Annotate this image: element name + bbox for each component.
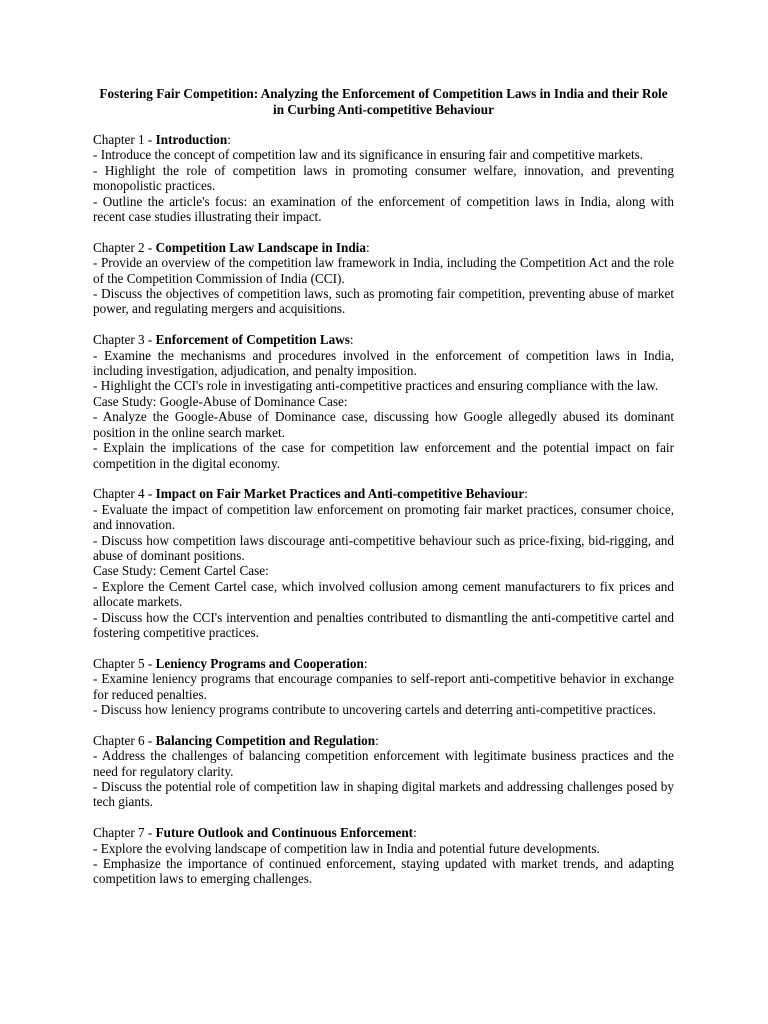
chapter-line: - Discuss how the CCI's intervention and penalties contributed to dismantling the anti-competitive cartel and fostering competitive practices. (93, 609, 674, 640)
chapter-prefix: Chapter 1 - (93, 132, 156, 147)
chapter-prefix: Chapter 4 - (93, 486, 156, 502)
chapter-prefix: Chapter 3 - (93, 332, 156, 348)
chapter-heading: Chapter 3 - Enforcement of Competition Laws: (93, 332, 354, 348)
chapter-title: Competition Law Landscape in India (155, 239, 366, 255)
chapter-line: - Discuss how competition laws discourage anti-competitive behaviour such as price-fixing, bid-rigging, and abuse of dominant positions. (93, 532, 674, 563)
case-study-label: Case Study: Cement Cartel Case: (93, 563, 269, 579)
chapter-line: - Introduce the concept of competition law and its significance in ensuring fair and competitive markets. (93, 147, 644, 163)
chapter-heading: Chapter 7 - Future Outlook and Continuous Enforcement: (93, 825, 417, 841)
chapter-line: - Explain the implications of the case for competition law enforcement and the potential impact on fair competition in the digital economy. (93, 440, 674, 471)
chapter-heading: Chapter 5 - Leniency Programs and Cooperation: (93, 655, 368, 671)
chapter-title: Future Outlook and Continuous Enforcement (155, 825, 414, 841)
chapter-prefix: Chapter 6 - (93, 732, 156, 748)
case-study-label: Case Study: Google-Abuse of Dominance Case: (93, 393, 348, 409)
chapter-line: - Highlight the CCI's role in investigating anti-competitive practices and ensuring compliance with the law. (93, 378, 659, 394)
chapter-line: - Outline the article's focus: an examination of the enforcement of competition laws in India, along with recent case studies illustrating their impact. (93, 193, 674, 225)
chapter-line: - Provide an overview of the competition law framework in India, including the Competition Act and the role of the Competition Commission of India (CCI). (93, 255, 674, 286)
chapter-line: - Address the challenges of balancing competition enforcement with legitimate business practices and the need for regulatory clarity. (93, 748, 674, 779)
chapter-line: - Explore the evolving landscape of competition law in India and potential future developments. (93, 840, 600, 856)
chapter-4 (93, 486, 674, 640)
chapter-title: Balancing Competition and Regulation (155, 732, 376, 748)
chapter-title: Introduction (155, 132, 228, 147)
chapter-6 (93, 733, 674, 810)
chapter-title: Impact on Fair Market Practices and Anti-competitive Behaviour (155, 486, 525, 502)
chapter-3 (93, 332, 674, 471)
chapter-2 (93, 240, 674, 317)
chapter-prefix: Chapter 7 - (93, 825, 156, 841)
chapter-line: - Highlight the role of competition laws in promoting consumer welfare, innovation, and preventing monopolistic practices. (93, 162, 674, 194)
chapter-line: - Examine the mechanisms and procedures involved in the enforcement of competition laws in India, including investigation, adjudication, and penalty imposition. (93, 347, 674, 379)
chapter-line: - Analyze the Google-Abuse of Dominance case, discussing how Google allegedly abused its dominant position in the online search market. (93, 409, 674, 440)
chapter-title: Enforcement of Competition Laws (155, 332, 350, 348)
chapter-line: - Explore the Cement Cartel case, which involved collusion among cement manufacturers to fix prices and allocate markets. (93, 578, 674, 610)
chapter-prefix: Chapter 2 - (93, 239, 156, 255)
chapter-heading: Chapter 4 - Impact on Fair Market Practices and Anti-competitive Behaviour: (93, 486, 528, 502)
chapter-7 (93, 825, 674, 887)
chapter-line: - Emphasize the importance of continued enforcement, staying updated with market trends, and adapting competition laws to emerging challenges. (93, 856, 674, 887)
chapter-line: - Evaluate the impact of competition law enforcement on promoting fair market practices, consumer choice, and innovation. (93, 501, 674, 533)
chapter-line: - Discuss the objectives of competition laws, such as promoting fair competition, preventing abuse of market power, and regulating mergers and acquisitions. (93, 286, 674, 317)
chapter-line: - Examine leniency programs that encourage companies to self-report anti-competitive behavior in exchange for reduced penalties. (93, 671, 674, 702)
document-title: Fostering Fair Competition: Analyzing the Enforcement of Competition Laws in India and their Role in Curbing Anti-competitive Behaviour (99, 86, 668, 117)
chapter-title: Leniency Programs and Cooperation (155, 655, 364, 671)
chapter-1 (93, 132, 674, 224)
chapter-line: - Discuss the potential role of competition law in shaping digital markets and addressing challenges posed by tech giants. (93, 778, 674, 810)
chapter-heading: Chapter 1 - Introduction: (93, 132, 231, 147)
chapter-heading: Chapter 6 - Balancing Competition and Regulation: (93, 732, 379, 748)
chapter-line: - Discuss how leniency programs contribute to uncovering cartels and deterring anti-competitive practices. (93, 701, 656, 717)
chapter-prefix: Chapter 5 - (93, 655, 156, 671)
chapter-heading: Chapter 2 - Competition Law Landscape in India: (93, 239, 370, 255)
chapter-5 (93, 656, 674, 718)
